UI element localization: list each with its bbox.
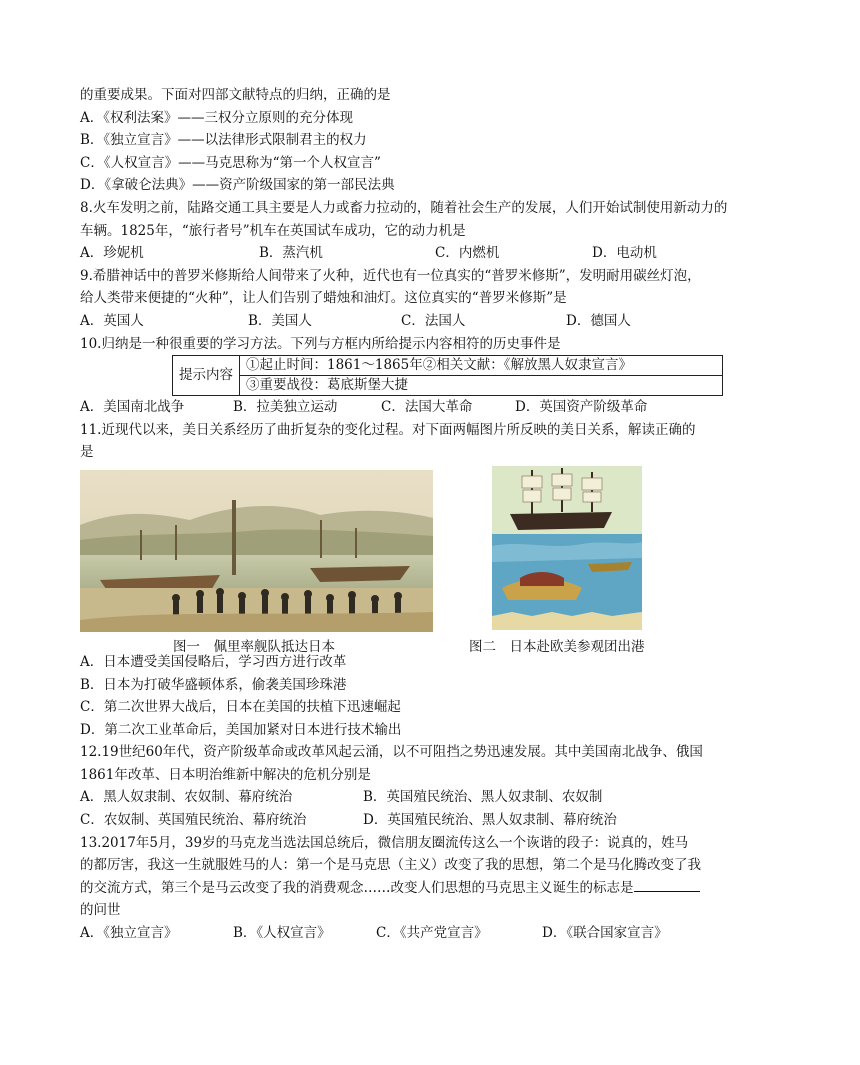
q8-option-a: A．珍妮机: [80, 245, 144, 262]
q11-figures: [80, 466, 780, 655]
q11-stem-line2: 是: [80, 444, 94, 461]
q13-stem-line3-text: 的交流方式，第三个是马云改变了我的消费观念……改变人们思想的马克思主义诞生的标志是: [80, 879, 634, 896]
figure-2-caption: 图二 日本赴欧美参观团出港: [469, 638, 645, 655]
q11-stem-line1: 11.近现代以来，美日关系经历了曲折复杂的变化过程。对下面两幅图片所反映的美日关系，解读正确的: [80, 421, 696, 438]
q9-option-c: C．法国人: [401, 312, 466, 329]
q8-option-b: B．蒸汽机: [259, 245, 323, 262]
q10-option-d: D．英国资产阶级革命: [515, 399, 648, 416]
q7-option-c: C．《人权宣言》——马克思称为“第一个人权宣言”: [80, 154, 381, 171]
q12-options-row1: [80, 786, 780, 809]
figure-2-mission-departure: [492, 466, 642, 630]
q10-option-a: A．美国南北战争: [80, 399, 185, 416]
q13-stem-line1: 13.2017年5月，39岁的马克龙当选法国总统后，微信朋友圈流传这么一个诙谐的段子：说真的，姓马: [80, 834, 689, 851]
q11-option-b: B．日本为打破华盛顿体系，偷袭美国珍珠港: [80, 676, 347, 693]
q12-option-a: A．黑人奴隶制、农奴制、幕府统治: [80, 789, 293, 806]
q12-options-row2: [80, 809, 780, 832]
q9-option-a: A．英国人: [80, 312, 144, 329]
q9-stem-line2: 给人类带来便捷的“火种”，让人们告别了蜡烛和油灯。这位真实的“普罗米修斯”是: [80, 290, 567, 307]
q12-stem-line2: 1861年改革、日本明治维新中解决的危机分别是: [80, 766, 371, 783]
q13-option-a: A．《独立宣言》: [80, 925, 178, 942]
q12-stem-line1: 12.19世纪60年代，资产阶级革命或改革风起云涌，以不可阻挡之势迅速发展。其中美国南北战争、俄国: [80, 744, 703, 761]
q7-stem-cont: 的重要成果。下面对四部文献特点的归纳，正确的是: [80, 87, 391, 103]
q7-option-a: A．《权利法案》——三权分立原则的充分体现: [80, 109, 353, 126]
q11-option-c: C．第二次世界大战后，日本在美国的扶植下迅速崛起: [80, 699, 401, 716]
q13-options: [80, 922, 780, 945]
q8-options: [80, 242, 780, 265]
q11-option-d: D．第二次工业革命后，美国加紧对日本进行技术输出: [80, 721, 402, 738]
q10-option-b: B．拉美独立运动: [233, 399, 338, 416]
q9-options: [80, 310, 780, 333]
q12-option-d: D．英国殖民统治、黑人奴隶制、幕府统治: [363, 812, 617, 829]
q13-option-c: C．《共产党宣言》: [376, 925, 488, 942]
q8-stem-line1: 8.火车发明之前，陆路交通工具主要是人力或畜力拉动的，随着社会生产的发展，人们开始试制使用新动力的: [80, 199, 728, 216]
q9-stem-line1: 9.希腊神话中的普罗米修斯给人间带来了火种，近代也有一位真实的“普罗米修斯”，发明耐用碳丝灯泡，: [80, 267, 701, 284]
q8-option-c: C．内燃机: [435, 245, 500, 262]
q10-stem: 10.归纳是一种很重要的学习方法。下列与方框内所给提示内容相符的历史事件是: [80, 335, 561, 352]
q9-option-b: B．美国人: [248, 312, 312, 329]
q8-option-d: D．电动机: [592, 245, 657, 262]
q13-stem-line2: 的都厉害，我这一生就服姓马的人：第一个是马克思（主义）改变了我的思想，第二个是马化腾改变了我: [80, 857, 701, 874]
tip-label: 提示内容: [173, 356, 240, 396]
tip-row-1: ①起止时间：1861～1865年②相关文献：《解放黑人奴隶宣言》: [240, 356, 723, 376]
tip-row-2: ③重要战役：葛底斯堡大捷: [240, 376, 723, 396]
figure-1-perry-fleet: [80, 470, 433, 632]
q7-option-d: D．《拿破仑法典》——资产阶级国家的第一部民法典: [80, 177, 395, 194]
exam-page: [80, 84, 780, 945]
q13-option-b: B．《人权宣言》: [233, 925, 331, 942]
q10-options: [80, 396, 780, 419]
figure-1-caption: 图一 佩里率舰队抵达日本: [173, 638, 335, 655]
q7-option-b: B．《独立宣言》——以法律形式限制君主的权力: [80, 132, 367, 149]
q13-answer-blank: [634, 877, 700, 892]
q13-stem-line3: [80, 877, 780, 900]
q13-option-d: D．《联合国家宣言》: [542, 925, 668, 942]
q12-option-b: B．英国殖民统治、黑人奴隶制、农奴制: [363, 789, 603, 806]
q11-option-a: A．日本遭受美国侵略后，学习西方进行改革: [80, 653, 347, 670]
q8-stem-line2: 车辆。1825年，“旅行者号”机车在英国试车成功，它的动力机是: [80, 222, 466, 239]
q10-tip-table: [172, 355, 723, 396]
q12-option-c: C．农奴制、英国殖民统治、幕府统治: [80, 812, 307, 829]
q10-option-c: C．法国大革命: [381, 399, 473, 416]
q9-option-d: D．德国人: [566, 312, 631, 329]
q13-stem-line4: 的问世: [80, 902, 121, 919]
